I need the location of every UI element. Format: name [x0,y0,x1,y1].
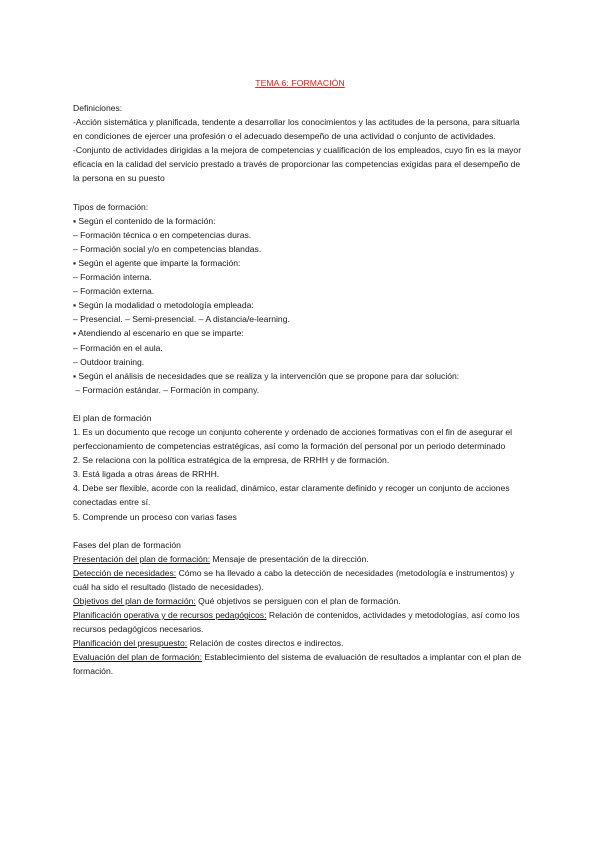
numbered-item: 1. Es un documento que recoge un conjunto coherente y ordenado de acciones formativas con el fin de asegurar el perfeccionamiento de competencias estratégicas, así como la formación del personal por un periodo determinado [73,426,513,452]
list-item: ▪ Según la modalidad o metodología empleada: [73,300,254,311]
phase-item [73,552,525,566]
numbered-item: 4. Debe ser flexible, acorde con la realidad, dinámico, estar claramente definido y recoger un conjunto de acciones conectadas entre sí. [73,483,510,508]
list-item: ▪ Según el contenido de la formación: [73,215,216,226]
list-item: – Formación interna. [73,272,152,283]
list-item: – Formación social y/o en competencias blandas. [73,243,262,254]
definition-item: -Acción sistemática y planificada, tendente a desarrollar los conocimientos y las actitudes de la persona, para situarla en condiciones de ejercer una profesión o el adecuado desempeño de una actividad o conjunto de actividades. [73,117,520,142]
phase-text: Establecimiento del sistema de evaluación de resultados a implantar con el plan de formación. [73,652,522,677]
phase-text: Relación de contenidos, actividades y metodologías, así como los recursos pedagógicos necesarios. [73,610,520,635]
list-item: – Formación técnica o en competencias duras. [73,229,252,240]
phase-label: Evaluación del plan de formación: [73,652,202,663]
list-item: – Formación en el aula. [73,342,163,353]
phase-item [73,636,525,650]
numbered-item: 5. Comprende un proceso con varias fases [73,511,237,522]
list-item: ▪ Según el análisis de necesidades que se realiza y la intervención que se propone para dar solución: [73,370,460,381]
list-item: – Presencial. – Semi-presencial. – A distancia/e-learning. [73,314,290,325]
numbered-item: 2. Se relaciona con la política estratégica de la empresa, de RRHH y de formación. [73,455,390,466]
phase-text: Qué objetivos se persiguen con el plan de formación. [195,596,401,606]
list-item: ▪ Atendiendo al escenario en que se imparte: [73,328,244,339]
phase-text: Mensaje de presentación de la dirección. [210,553,369,564]
phase-label: Objetivos del plan de formación: [73,596,196,606]
section-heading: El plan de formación [73,412,152,423]
phase-item [73,608,525,636]
document-title: TEMA 6: FORMACIÓN [255,78,345,88]
phase-item [73,650,525,678]
list-item: – Formación externa. [73,286,155,297]
section-tipos [73,200,525,397]
list-item: ▪ Según el agente que imparte la formación: [73,257,241,268]
section-heading: Fases del plan de formación [73,539,181,550]
definition-item: -Conjunto de actividades dirigidas a la mejora de competencias y cualificación de los empleados, cuyo fin es la mayor eficacia en la calidad del servicio prestado a través de proporcionar las competencias exigidas para el desempeño de la persona en su puesto [73,145,522,184]
list-item: – Formación estándar. – Formación in company. [73,384,260,395]
phase-text: Relación de costes directos e indirectos. [187,638,344,649]
phase-text: Cómo se ha llevado a cabo la detección de necesidades (metodología e instrumentos) y cuál ha sido el resultado (listado de necesidades). [73,567,515,592]
phase-item [73,594,525,608]
phase-label: Presentación del plan de formación: [73,553,211,564]
phase-label: Planificación del presupuesto: [73,638,188,649]
section-heading: Definiciones: [73,103,123,113]
list-item: – Outdoor training. [73,356,145,367]
section-fases [73,538,525,679]
section-definiciones [73,101,525,186]
section-heading: Tipos de formación: [73,201,149,212]
section-plan [73,411,525,524]
phase-item [73,566,525,594]
document-body [73,101,525,679]
phase-label: Detección de necesidades: [73,567,177,578]
numbered-item: 3. Está ligada a otras áreas de RRHH. [73,469,220,480]
phase-label: Planificación operativa y de recursos pedagógicos: [73,610,267,621]
